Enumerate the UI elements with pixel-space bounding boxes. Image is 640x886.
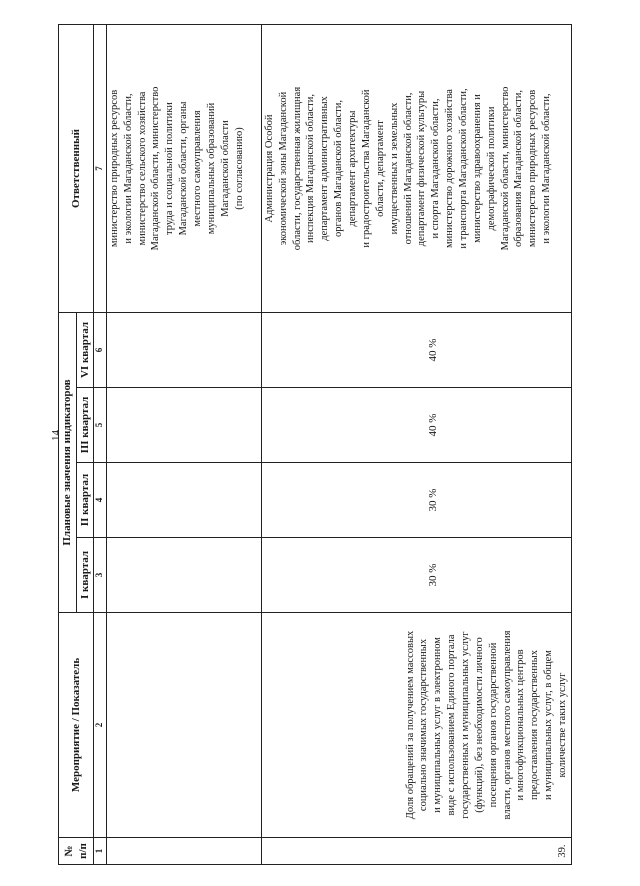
row-responsible: министерство природных ресурсов и экологии Магаданской области, министерство сельского хозяйства Магаданской области, министерство труда и социальной политики Магаданской области, органы местного самоуправления муниципальных образований Магаданской области (по согласованию) (106, 25, 261, 313)
row-q2: 30 % (261, 463, 571, 538)
row-q1: 30 % (261, 538, 571, 613)
header-responsible: Ответственный (59, 25, 94, 313)
header-measure: Мероприятие / Показатель (59, 613, 94, 838)
header-q2: II квартал (76, 463, 94, 538)
row-measure: Доля обращений за получением массовых социально значимых государственных и муниципальных услуг в электронном виде с использованием Единого портала государственных и муниципальных услуг (функций), без необходимости личного посещения органов государственной власти, органов местного самоуправления и многофункциональных центров предоставления государственных и муниципальных услуг, в общем количестве таких услуг (261, 613, 571, 838)
column-number: 3 (94, 538, 107, 613)
row-responsible: Администрация Особой экономической зоны Магаданской области, государственная жилищная инспекция Магаданской области, департамент административных органов Магаданской области, департамент архитектуры и градостроительства Магаданской области, департамент имущественных и земельных отношений Магаданской области, департамент физической культуры и спорта Магаданской области, министерство дорожного хозяйства и транспорта Магаданской области, министерство здравоохранения и демографической политики Магаданской области, министерство образования Магаданской области, министерство природных ресурсов и экологии Магаданской области, (261, 25, 571, 313)
column-number: 2 (94, 613, 107, 838)
row-q4 (106, 313, 261, 388)
row-q4: 40 % (261, 313, 571, 388)
row-q3: 40 % (261, 388, 571, 463)
document-page (58, 25, 593, 865)
header-q4: VI квартал (76, 313, 94, 388)
header-row (59, 25, 77, 865)
row-q3 (106, 388, 261, 463)
header-num: № п/п (59, 838, 94, 865)
row-num (106, 838, 261, 865)
column-number: 4 (94, 463, 107, 538)
column-number: 6 (94, 313, 107, 388)
table-row (106, 25, 261, 865)
row-q2 (106, 463, 261, 538)
column-number: 1 (94, 838, 107, 865)
header-q3: III квартал (76, 388, 94, 463)
page-number: 14 (50, 430, 62, 441)
column-number-row (94, 25, 107, 865)
row-measure (106, 613, 261, 838)
header-planned: Плановые значения индикаторов (59, 313, 77, 613)
row-num: 39. (261, 838, 571, 865)
table-row (261, 25, 571, 865)
column-number: 5 (94, 388, 107, 463)
header-q1: I квартал (76, 538, 94, 613)
rotated-table-container (58, 25, 593, 865)
indicators-table (58, 24, 572, 865)
column-number: 7 (94, 25, 107, 313)
row-q1 (106, 538, 261, 613)
